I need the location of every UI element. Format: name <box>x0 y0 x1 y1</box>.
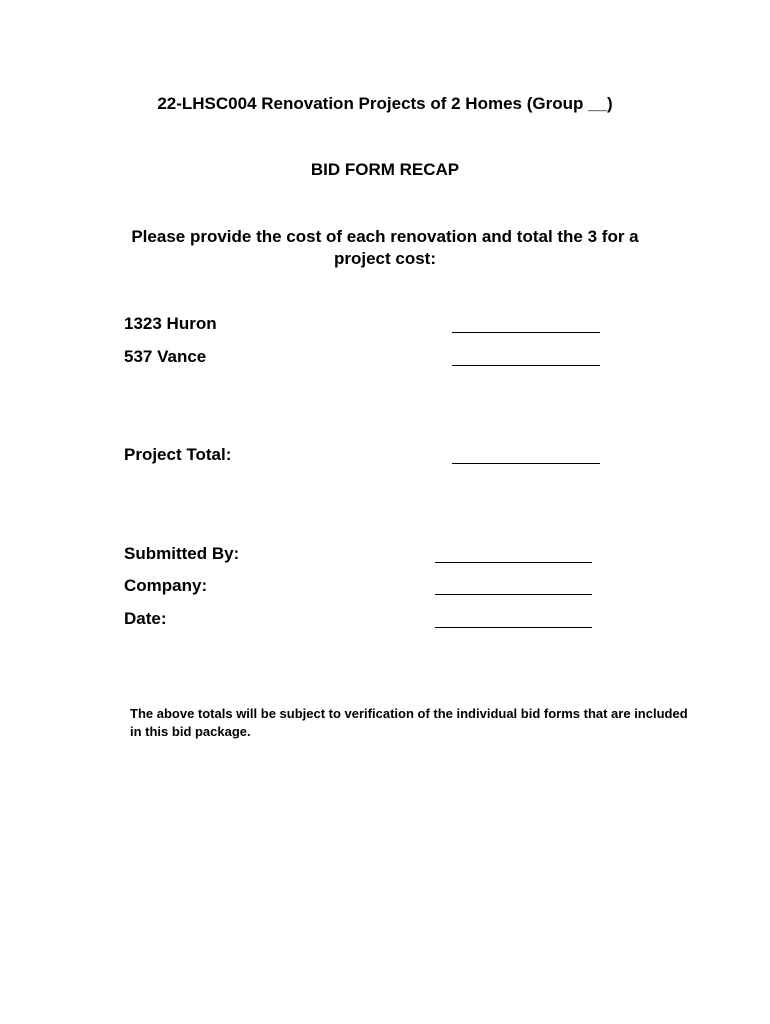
date-label: Date: <box>124 609 167 628</box>
document-subtitle: BID FORM RECAP <box>310 160 460 179</box>
submitted-by-blank[interactable] <box>435 561 592 563</box>
verification-note: The above totals will be subject to verification of the individual bid forms that are included in this bid package. <box>130 706 688 739</box>
company-label: Company: <box>124 576 208 595</box>
vance-cost-blank[interactable] <box>452 364 600 366</box>
document-title: 22-LHSC004 Renovation Projects of 2 Homes (Group __) <box>157 94 613 113</box>
instructions-text: Please provide the cost of each renovation and total the 3 for a project cost: <box>131 227 639 268</box>
project-total-blank[interactable] <box>452 462 600 464</box>
date-blank[interactable] <box>435 626 592 628</box>
huron-cost-blank[interactable] <box>452 331 600 333</box>
property-label-huron: 1323 Huron <box>124 314 217 333</box>
company-blank[interactable] <box>435 593 592 595</box>
project-total-label: Project Total: <box>124 445 232 464</box>
submitted-by-label: Submitted By: <box>124 544 240 563</box>
property-label-vance: 537 Vance <box>124 347 207 366</box>
